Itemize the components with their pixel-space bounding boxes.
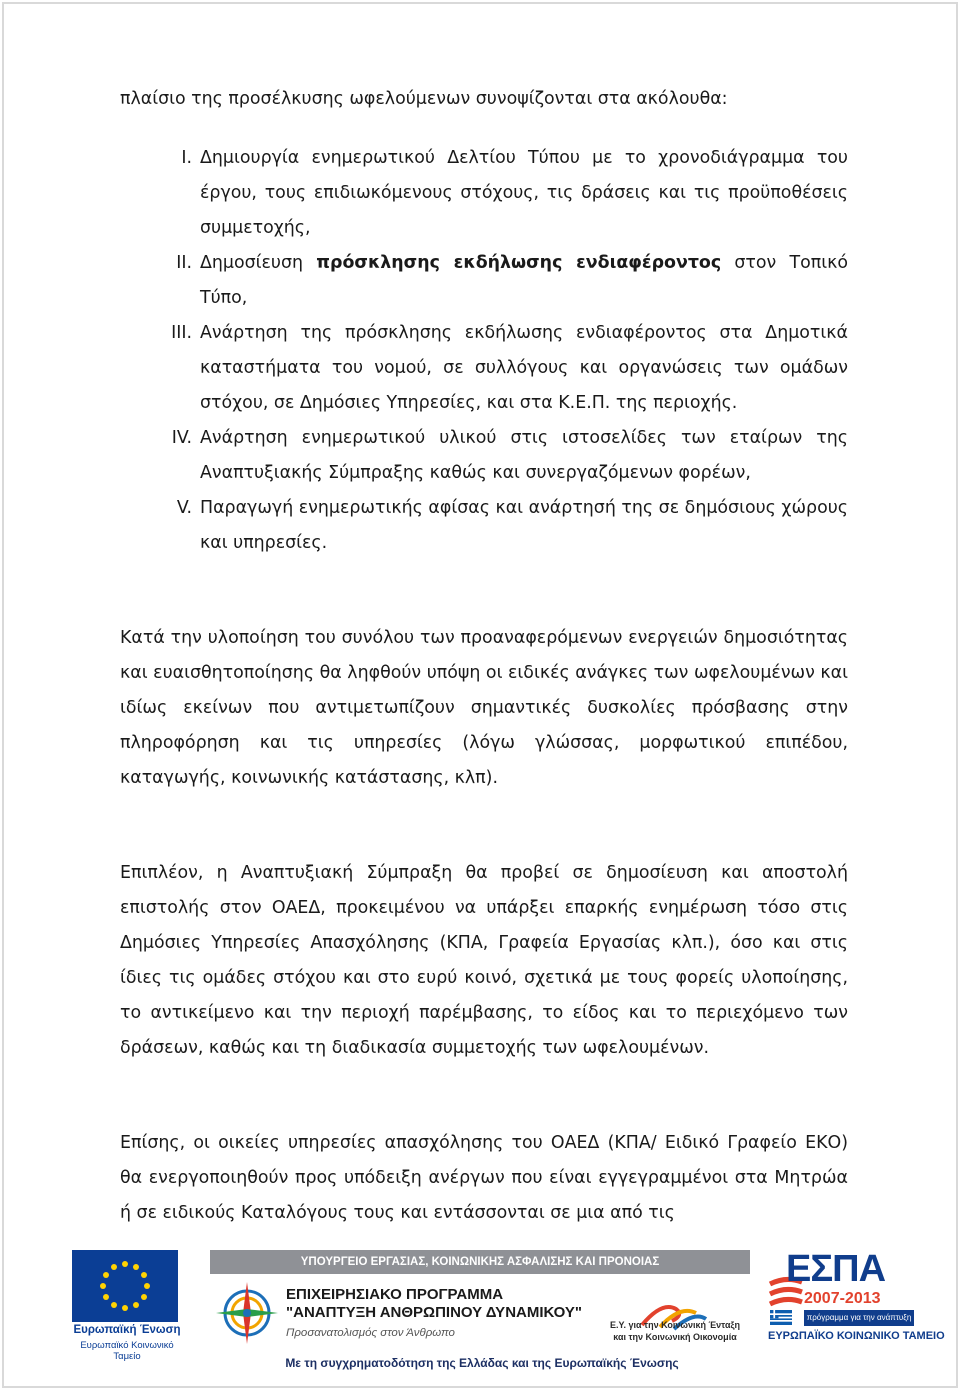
ministry-banner: ΥΠΟΥΡΓΕΙΟ ΕΡΓΑΣΙΑΣ, ΚΟΙΝΩΝΙΚΗΣ ΑΣΦΑΛΙΣΗΣ ΚΑΙ ΠΡΟΝΟΙΑΣ [210, 1250, 750, 1274]
list-item [120, 246, 848, 316]
list-item-text-start: Δημοσίευση [200, 253, 317, 273]
list-item-text [200, 246, 848, 316]
funding-logos-footer [4, 1236, 958, 1386]
esf-caption: Ευρωπαϊκό Κοινωνικό Ταμείο [80, 1340, 174, 1362]
list-numeral: III. [171, 323, 192, 343]
list-item [120, 491, 848, 561]
cofunding-statement: Με τη συγχρηματοδότηση της Ελλάδας και της Ευρωπαϊκής Ένωσης [285, 1356, 679, 1370]
list-item-text: Παραγωγή ενημερωτικής αφίσας και ανάρτησή της σε δημόσιους χώρους και υπηρεσίες. [200, 498, 848, 553]
list-item-text: Ανάρτηση της πρόσκλησης εκδήλωσης ενδιαφέροντος στα Δημοτικά καταστήματα του νομού, σε συλλόγους και οργανώσεις των ομάδων στόχου, σε Δημόσιες Υπηρεσίες, και στα Κ.Ε.Π. της περιοχής. [200, 323, 848, 413]
espa-tagline: πρόγραμμα για την ανάπτυξη [804, 1310, 914, 1326]
list-numeral: II. [176, 253, 192, 273]
list-item-bold-phrase: πρόσκλησης εκδήλωσης ενδιαφέροντος [316, 253, 722, 273]
numbered-list [120, 141, 848, 561]
paragraph-accessibility: Κατά την υλοποίηση του συνόλου των προαναφερόμενων ενεργειών δημοσιότητας και ευαισθητοποίησης θα ληφθούν υπόψη οι ειδικές ανάγκες των ωφελουμένων και ιδίως εκείνων που αντιμετωπίζουν σημαντικές δυσκολίες πρόσβασης στην πληροφόρηση και τις υπηρεσίες (λόγω γλώσσας, μορφωτικού επιπέδου, καταγωγής, κοινωνικής κατάστασης, κλπ). [120, 628, 848, 788]
intro-line: πλαίσιο της προσέλκυσης ωφελούμενων συνοψίζονται στα ακόλουθα: [120, 89, 728, 109]
special-service-caption: Ε.Υ. για την Κοινωνική Ένταξη [610, 1320, 740, 1330]
special-service-caption-line2: και την Κοινωνική Οικονομία [613, 1332, 737, 1342]
op-motto: Προσανατολισμός στον Άνθρωπο [286, 1327, 455, 1339]
document-page [2, 2, 958, 1388]
list-numeral: V. [176, 498, 192, 518]
list-item-text-end: στον Τοπικό Τύπο, [200, 253, 848, 308]
compass-icon [214, 1280, 280, 1346]
eu-caption: Ευρωπαϊκή Ένωση [73, 1324, 181, 1336]
list-item-text: Ανάρτηση ενημερωτικού υλικού στις ιστοσελίδες των εταίρων της Αναπτυξιακής Σύμπραξης καθώς και συνεργαζόμενων φορέων, [200, 428, 848, 483]
list-numeral: I. [181, 148, 192, 168]
list-numeral: IV. [171, 428, 192, 448]
espa-wordmark: ΕΣΠΑ [786, 1248, 886, 1290]
paragraph-oaed-letter: Επιπλέον, η Αναπτυξιακή Σύμπραξη θα προβεί σε δημοσίευση και αποστολή επιστολής στον ΟΑΕΔ, προκειμένου να υπάρξει επαρκής ενημέρωση τόσο στις Δημόσιες Υπηρεσίες Απασχόλησης (ΚΠΑ, Γραφεία Εργασίας κλπ.), όσο και στις ίδιες τις ομάδες στόχου και στο ευρύ κοινό, σχετικά με τους φορείς υλοποίησης, το αντικείμενο και την περιοχή παρέμβασης, το είδος και το περιεχόμενο των δράσεων, καθώς και τη διαδικασία συμμετοχής των ωφελουμένων. [120, 863, 848, 1058]
op-title: ΕΠΙΧΕΙΡΗΣΙΑΚΟ ΠΡΟΓΡΑΜΜΑ [286, 1286, 504, 1303]
espa-years: 2007-2013 [804, 1290, 881, 1307]
eu-flag-icon [72, 1250, 178, 1322]
espa-esf-caption: ΕΥΡΩΠΑΪΚΟ ΚΟΙΝΩΝΙΚΟ ΤΑΜΕΙΟ [768, 1330, 945, 1342]
list-item [120, 316, 848, 421]
paragraph-employment-services: Επίσης, οι οικείες υπηρεσίες απασχόλησης του ΟΑΕΔ (ΚΠΑ/ Ειδικό Γραφείο ΕΚΟ) θα ενεργοποιηθούν προς υπόδειξη ανέργων που είναι εγγεγραμμένοι στα Μητρώα ή σε ειδικούς Καταλόγους τους και εντάσσονται σε μια από τις [120, 1133, 848, 1223]
list-item [120, 421, 848, 491]
list-item [120, 141, 848, 246]
list-item-text: Δημιουργία ενημερωτικού Δελτίου Τύπου με το χρονοδιάγραμμα του έργου, τους επιδιωκόμενους στόχους, τις δράσεις και τις προϋποθέσεις συμμετοχής, [200, 148, 848, 238]
op-subtitle: "ΑΝΑΠΤΥΞΗ ΑΝΘΡΩΠΙΝΟΥ ΔΥΝΑΜΙΚΟΥ" [286, 1304, 583, 1321]
greek-flag-icon [770, 1310, 792, 1325]
